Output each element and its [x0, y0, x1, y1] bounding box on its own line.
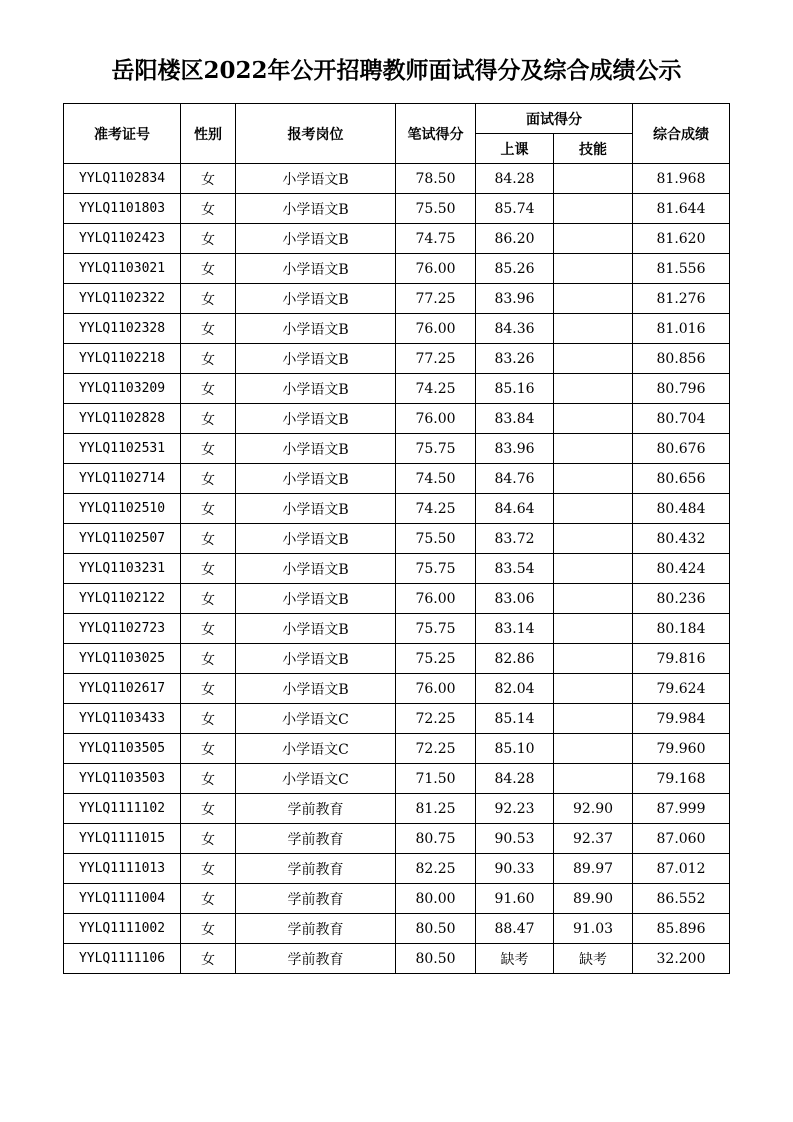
cell-total-score: 81.016	[633, 314, 730, 344]
cell-lecture-score: 85.10	[476, 734, 554, 764]
cell-written-score: 75.75	[396, 434, 476, 464]
cell-total-score: 81.968	[633, 164, 730, 194]
header-skill: 技能	[554, 134, 633, 164]
cell-written-score: 77.25	[396, 344, 476, 374]
cell-position: 小学语文B	[236, 674, 396, 704]
cell-exam-id: YYLQ1102218	[64, 344, 181, 374]
cell-gender: 女	[181, 584, 236, 614]
cell-skill-score	[554, 224, 633, 254]
cell-exam-id: YYLQ1111002	[64, 914, 181, 944]
cell-lecture-score: 91.60	[476, 884, 554, 914]
cell-gender: 女	[181, 794, 236, 824]
cell-exam-id: YYLQ1103025	[64, 644, 181, 674]
cell-lecture-score: 84.28	[476, 164, 554, 194]
cell-exam-id: YYLQ1111013	[64, 854, 181, 884]
cell-lecture-score: 缺考	[476, 944, 554, 974]
table-row	[64, 494, 730, 524]
cell-gender: 女	[181, 494, 236, 524]
cell-gender: 女	[181, 314, 236, 344]
cell-exam-id: YYLQ1102834	[64, 164, 181, 194]
cell-exam-id: YYLQ1102510	[64, 494, 181, 524]
cell-total-score: 87.012	[633, 854, 730, 884]
cell-written-score: 74.25	[396, 374, 476, 404]
cell-skill-score	[554, 674, 633, 704]
cell-written-score: 81.25	[396, 794, 476, 824]
table-row	[64, 434, 730, 464]
table-row	[64, 644, 730, 674]
header-total-score: 综合成绩	[633, 104, 730, 164]
table-row	[64, 374, 730, 404]
cell-lecture-score: 85.14	[476, 704, 554, 734]
cell-skill-score	[554, 284, 633, 314]
cell-lecture-score: 83.06	[476, 584, 554, 614]
cell-total-score: 79.960	[633, 734, 730, 764]
cell-exam-id: YYLQ1102828	[64, 404, 181, 434]
cell-lecture-score: 82.04	[476, 674, 554, 704]
cell-skill-score: 89.97	[554, 854, 633, 884]
cell-written-score: 75.75	[396, 614, 476, 644]
cell-gender: 女	[181, 884, 236, 914]
cell-gender: 女	[181, 224, 236, 254]
cell-position: 学前教育	[236, 824, 396, 854]
page-title: 岳阳楼区2022年公开招聘教师面试得分及综合成绩公示	[111, 57, 682, 84]
cell-exam-id: YYLQ1103209	[64, 374, 181, 404]
cell-lecture-score: 83.96	[476, 434, 554, 464]
cell-lecture-score: 83.84	[476, 404, 554, 434]
cell-total-score: 86.552	[633, 884, 730, 914]
cell-gender: 女	[181, 344, 236, 374]
cell-gender: 女	[181, 944, 236, 974]
cell-exam-id: YYLQ1102531	[64, 434, 181, 464]
cell-gender: 女	[181, 854, 236, 884]
cell-position: 小学语文C	[236, 764, 396, 794]
table-row	[64, 344, 730, 374]
cell-total-score: 80.676	[633, 434, 730, 464]
cell-position: 小学语文C	[236, 704, 396, 734]
cell-position: 学前教育	[236, 914, 396, 944]
cell-position: 小学语文B	[236, 584, 396, 614]
cell-written-score: 76.00	[396, 674, 476, 704]
cell-lecture-score: 88.47	[476, 914, 554, 944]
header-lecture: 上课	[476, 134, 554, 164]
cell-total-score: 80.424	[633, 554, 730, 584]
cell-lecture-score: 83.72	[476, 524, 554, 554]
cell-lecture-score: 84.36	[476, 314, 554, 344]
cell-lecture-score: 84.76	[476, 464, 554, 494]
header-gender: 性别	[181, 104, 236, 164]
table-row	[64, 524, 730, 554]
cell-position: 小学语文B	[236, 344, 396, 374]
table-row	[64, 584, 730, 614]
cell-total-score: 81.620	[633, 224, 730, 254]
table-row	[64, 464, 730, 494]
cell-written-score: 72.25	[396, 734, 476, 764]
cell-position: 小学语文B	[236, 464, 396, 494]
cell-written-score: 76.00	[396, 404, 476, 434]
cell-gender: 女	[181, 164, 236, 194]
cell-total-score: 79.984	[633, 704, 730, 734]
cell-gender: 女	[181, 254, 236, 284]
table-row	[64, 224, 730, 254]
cell-position: 小学语文B	[236, 194, 396, 224]
table-row	[64, 614, 730, 644]
cell-gender: 女	[181, 554, 236, 584]
cell-position: 小学语文B	[236, 164, 396, 194]
header-exam-id: 准考证号	[64, 104, 181, 164]
cell-lecture-score: 90.33	[476, 854, 554, 884]
cell-position: 小学语文B	[236, 434, 396, 464]
cell-total-score: 87.999	[633, 794, 730, 824]
cell-position: 小学语文B	[236, 224, 396, 254]
cell-written-score: 76.00	[396, 584, 476, 614]
cell-position: 学前教育	[236, 884, 396, 914]
cell-written-score: 74.50	[396, 464, 476, 494]
cell-skill-score: 缺考	[554, 944, 633, 974]
cell-total-score: 80.236	[633, 584, 730, 614]
table-row	[64, 554, 730, 584]
table-row	[64, 794, 730, 824]
cell-written-score: 76.00	[396, 254, 476, 284]
cell-total-score: 79.816	[633, 644, 730, 674]
table-row	[64, 194, 730, 224]
cell-written-score: 75.25	[396, 644, 476, 674]
cell-written-score: 78.50	[396, 164, 476, 194]
cell-exam-id: YYLQ1111106	[64, 944, 181, 974]
cell-written-score: 80.75	[396, 824, 476, 854]
cell-skill-score	[554, 734, 633, 764]
cell-exam-id: YYLQ1103231	[64, 554, 181, 584]
score-table	[63, 103, 730, 974]
cell-exam-id: YYLQ1102617	[64, 674, 181, 704]
cell-position: 小学语文B	[236, 644, 396, 674]
cell-exam-id: YYLQ1103433	[64, 704, 181, 734]
cell-lecture-score: 85.74	[476, 194, 554, 224]
cell-lecture-score: 85.26	[476, 254, 554, 284]
cell-exam-id: YYLQ1111004	[64, 884, 181, 914]
cell-total-score: 81.556	[633, 254, 730, 284]
header-interview-score: 面试得分	[476, 104, 633, 134]
cell-lecture-score: 83.14	[476, 614, 554, 644]
table-row	[64, 704, 730, 734]
cell-total-score: 80.432	[633, 524, 730, 554]
cell-skill-score	[554, 554, 633, 584]
cell-total-score: 81.644	[633, 194, 730, 224]
cell-total-score: 80.856	[633, 344, 730, 374]
cell-total-score: 81.276	[633, 284, 730, 314]
table-row	[64, 854, 730, 884]
cell-written-score: 80.00	[396, 884, 476, 914]
cell-total-score: 79.624	[633, 674, 730, 704]
table-row	[64, 314, 730, 344]
table-row	[64, 734, 730, 764]
cell-skill-score	[554, 644, 633, 674]
cell-position: 小学语文B	[236, 284, 396, 314]
cell-gender: 女	[181, 644, 236, 674]
cell-written-score: 74.75	[396, 224, 476, 254]
table-row	[64, 914, 730, 944]
cell-position: 学前教育	[236, 854, 396, 884]
cell-exam-id: YYLQ1102423	[64, 224, 181, 254]
cell-total-score: 79.168	[633, 764, 730, 794]
cell-lecture-score: 84.28	[476, 764, 554, 794]
cell-written-score: 75.75	[396, 554, 476, 584]
table-row	[64, 164, 730, 194]
cell-skill-score: 92.37	[554, 824, 633, 854]
cell-exam-id: YYLQ1103505	[64, 734, 181, 764]
cell-gender: 女	[181, 704, 236, 734]
cell-position: 小学语文B	[236, 614, 396, 644]
cell-skill-score	[554, 344, 633, 374]
cell-lecture-score: 83.96	[476, 284, 554, 314]
cell-position: 小学语文B	[236, 404, 396, 434]
cell-position: 学前教育	[236, 794, 396, 824]
cell-skill-score	[554, 404, 633, 434]
table-row	[64, 764, 730, 794]
cell-exam-id: YYLQ1101803	[64, 194, 181, 224]
cell-gender: 女	[181, 824, 236, 854]
cell-written-score: 77.25	[396, 284, 476, 314]
cell-skill-score	[554, 314, 633, 344]
cell-exam-id: YYLQ1102322	[64, 284, 181, 314]
cell-exam-id: YYLQ1102328	[64, 314, 181, 344]
cell-gender: 女	[181, 764, 236, 794]
cell-total-score: 32.200	[633, 944, 730, 974]
header-written-score: 笔试得分	[396, 104, 476, 164]
cell-written-score: 82.25	[396, 854, 476, 884]
cell-skill-score	[554, 464, 633, 494]
cell-lecture-score: 82.86	[476, 644, 554, 674]
cell-gender: 女	[181, 914, 236, 944]
cell-exam-id: YYLQ1103021	[64, 254, 181, 284]
cell-position: 小学语文B	[236, 374, 396, 404]
cell-skill-score	[554, 254, 633, 284]
cell-skill-score: 92.90	[554, 794, 633, 824]
table-row	[64, 884, 730, 914]
cell-total-score: 80.796	[633, 374, 730, 404]
cell-exam-id: YYLQ1111015	[64, 824, 181, 854]
cell-lecture-score: 92.23	[476, 794, 554, 824]
cell-skill-score	[554, 704, 633, 734]
cell-written-score: 74.25	[396, 494, 476, 524]
cell-skill-score	[554, 374, 633, 404]
cell-position: 小学语文B	[236, 254, 396, 284]
cell-position: 学前教育	[236, 944, 396, 974]
cell-gender: 女	[181, 374, 236, 404]
cell-skill-score: 89.90	[554, 884, 633, 914]
table-row	[64, 254, 730, 284]
cell-skill-score	[554, 164, 633, 194]
cell-exam-id: YYLQ1102714	[64, 464, 181, 494]
cell-lecture-score: 83.26	[476, 344, 554, 374]
cell-skill-score	[554, 494, 633, 524]
score-rows	[64, 164, 730, 974]
cell-skill-score	[554, 524, 633, 554]
table-row	[64, 674, 730, 704]
cell-exam-id: YYLQ1102723	[64, 614, 181, 644]
cell-gender: 女	[181, 434, 236, 464]
cell-exam-id: YYLQ1103503	[64, 764, 181, 794]
table-row	[64, 944, 730, 974]
cell-written-score: 71.50	[396, 764, 476, 794]
cell-written-score: 80.50	[396, 914, 476, 944]
cell-position: 小学语文B	[236, 554, 396, 584]
table-row	[64, 284, 730, 314]
cell-total-score: 80.656	[633, 464, 730, 494]
cell-exam-id: YYLQ1102507	[64, 524, 181, 554]
cell-skill-score	[554, 614, 633, 644]
cell-exam-id: YYLQ1102122	[64, 584, 181, 614]
cell-gender: 女	[181, 674, 236, 704]
cell-position: 小学语文C	[236, 734, 396, 764]
cell-written-score: 75.50	[396, 194, 476, 224]
cell-exam-id: YYLQ1111102	[64, 794, 181, 824]
cell-written-score: 72.25	[396, 704, 476, 734]
cell-total-score: 80.484	[633, 494, 730, 524]
cell-gender: 女	[181, 284, 236, 314]
cell-written-score: 80.50	[396, 944, 476, 974]
cell-total-score: 80.704	[633, 404, 730, 434]
cell-written-score: 75.50	[396, 524, 476, 554]
cell-total-score: 87.060	[633, 824, 730, 854]
cell-gender: 女	[181, 464, 236, 494]
cell-gender: 女	[181, 614, 236, 644]
cell-gender: 女	[181, 194, 236, 224]
cell-skill-score	[554, 584, 633, 614]
cell-skill-score: 91.03	[554, 914, 633, 944]
table-row	[64, 404, 730, 434]
cell-skill-score	[554, 194, 633, 224]
cell-gender: 女	[181, 524, 236, 554]
cell-lecture-score: 83.54	[476, 554, 554, 584]
cell-total-score: 85.896	[633, 914, 730, 944]
cell-skill-score	[554, 434, 633, 464]
cell-position: 小学语文B	[236, 314, 396, 344]
cell-skill-score	[554, 764, 633, 794]
cell-lecture-score: 85.16	[476, 374, 554, 404]
cell-lecture-score: 84.64	[476, 494, 554, 524]
cell-position: 小学语文B	[236, 494, 396, 524]
cell-lecture-score: 90.53	[476, 824, 554, 854]
cell-position: 小学语文B	[236, 524, 396, 554]
header-position: 报考岗位	[236, 104, 396, 164]
cell-gender: 女	[181, 404, 236, 434]
cell-written-score: 76.00	[396, 314, 476, 344]
cell-total-score: 80.184	[633, 614, 730, 644]
cell-gender: 女	[181, 734, 236, 764]
table-row	[64, 824, 730, 854]
cell-lecture-score: 86.20	[476, 224, 554, 254]
